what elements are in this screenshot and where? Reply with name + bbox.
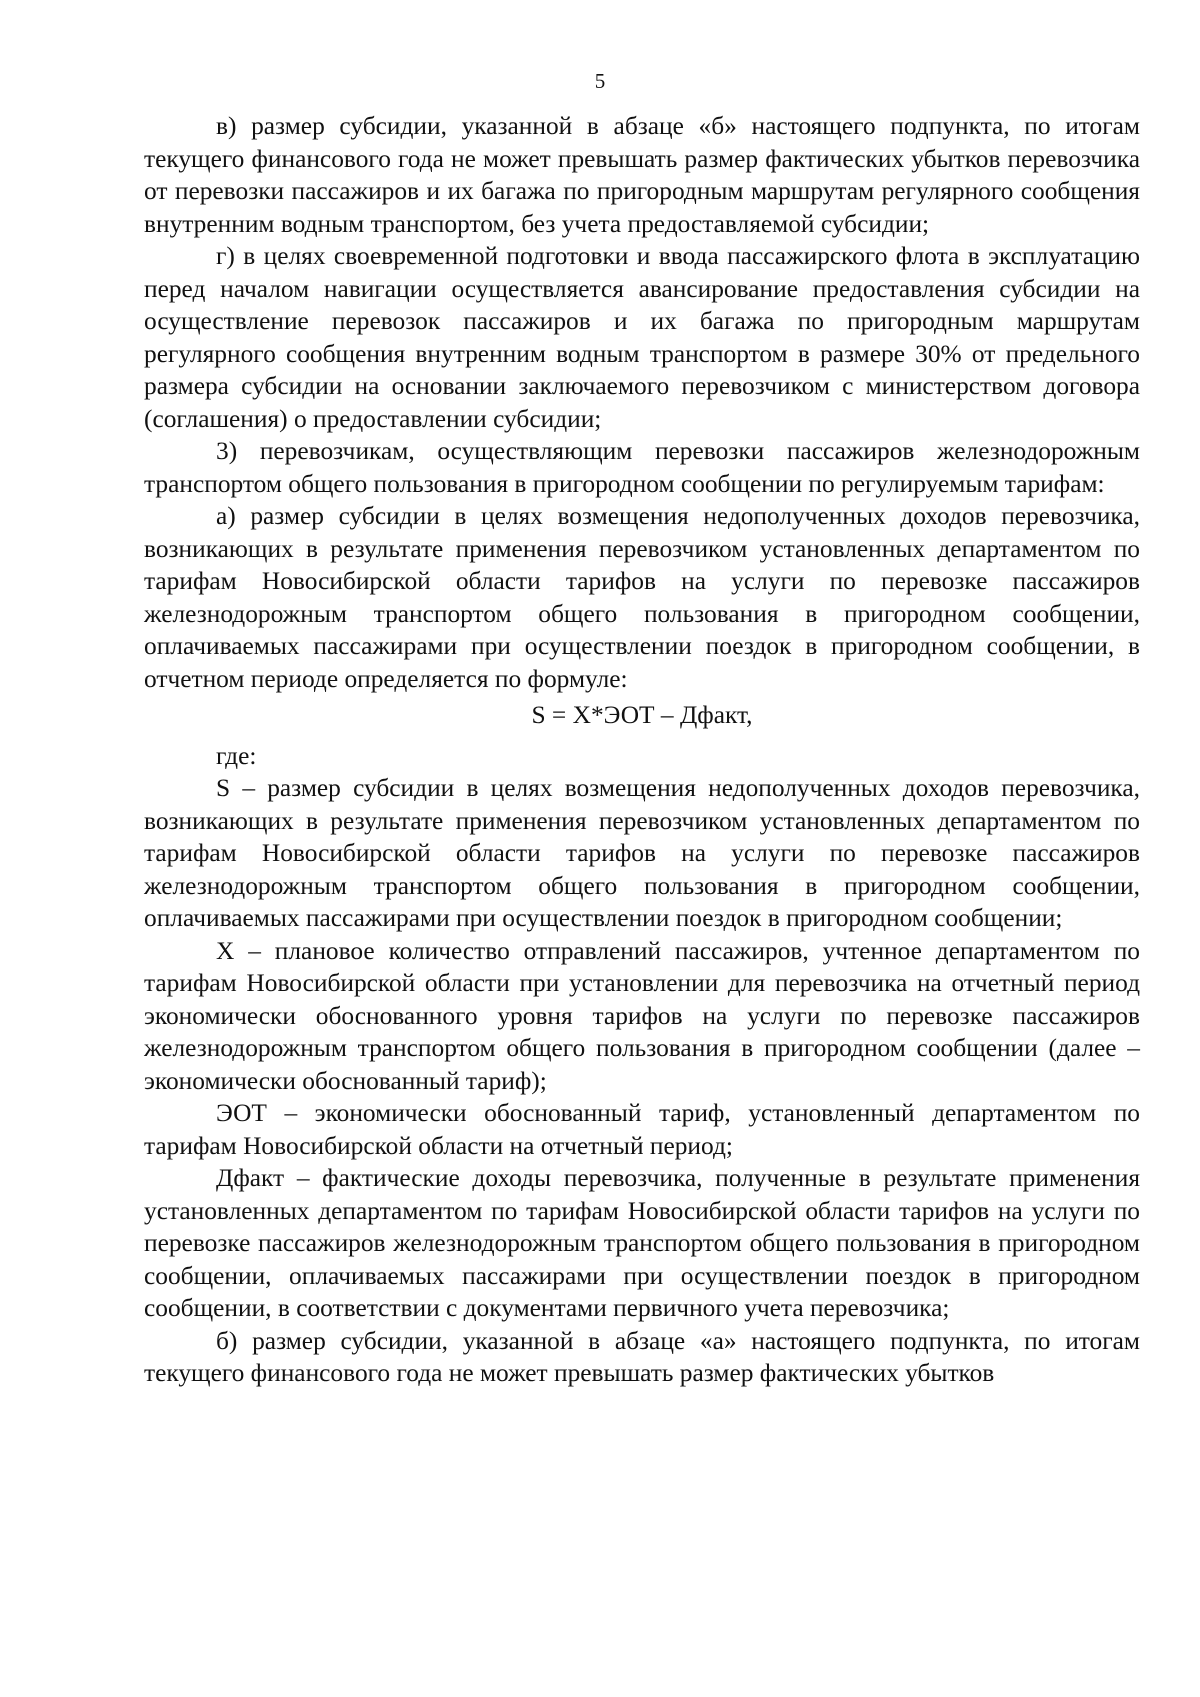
paragraph-subpoint-g: г) в целях своевременной подготовки и ввода пассажирского флота в эксплуатацию перед началом навигации осуществляется авансирование предоставления субсидии на осуществление перевозок пассажиров и их багажа по пригородным маршрутам регулярного сообщения внутренним водным транспортом в размере 30% от предельного размера субсидии на основании заключаемого перевозчиком с министерством договора (соглашения) о предоставлении субсидии; [144, 242, 1140, 433]
page-number: 5 [594, 69, 606, 93]
paragraph-point-3: 3) перевозчикам, осуществляющим перевозки пассажиров железнодорожным транспортом общего пользования в пригородном сообщении по регулируемым тарифам: [144, 437, 1140, 498]
definition-x: X – плановое количество отправлений пассажиров, учтенное департаментом по тарифам Новосибирской области при установлении для перевозчика на отчетный период экономически обоснованного уровня тарифов на услуги по перевозке пассажиров железнодорожным транспортом общего пользования в пригородном сообщении (далее – экономически обоснованный тариф); [144, 936, 1140, 1095]
definition-s: S – размер субсидии в целях возмещения недополученных доходов перевозчика, возникающих в результате применения перевозчиком установленных департаментом по тарифам Новосибирской области тарифов на услуги по перевозке пассажиров железнодорожным транспортом общего пользования в пригородном сообщении, оплачиваемых пассажирами при осуществлении поездок в пригородном сообщении; [144, 774, 1140, 932]
subsidy-formula: S = X*ЭОТ – Дфакт, [531, 701, 753, 729]
where-label: где: [216, 741, 257, 770]
paragraph-subpoint-a: а) размер субсидии в целях возмещения недополученных доходов перевозчика, возникающих в результате применения перевозчиком установленных департаментом по тарифам Новосибирской области тарифов на услуги по перевозке пассажиров железнодорожным транспортом общего пользования в пригородном сообщении, оплачиваемых пассажирами при осуществлении поездок в пригородном сообщении, в отчетном периоде определяется по формуле: [144, 502, 1140, 693]
paragraph-subpoint-v: в) размер субсидии, указанной в абзаце «б» настоящего подпункта, по итогам текущего финансового года не может превышать размер фактических убытков перевозчика от перевозки пассажиров и их багажа по пригородным маршрутам регулярного сообщения внутренним водным транспортом, без учета предоставляемой субсидии; [144, 112, 1140, 238]
document-body [144, 110, 1140, 1390]
definition-eot: ЭОТ – экономически обоснованный тариф, установленный департаментом по тарифам Новосибирской области на отчетный период; [144, 1099, 1140, 1160]
paragraph-subpoint-b: б) размер субсидии, указанной в абзаце «а» настоящего подпункта, по итогам текущего финансового года не может превышать размер фактических убытков [144, 1326, 1140, 1387]
definition-dfakt: Дфакт – фактические доходы перевозчика, полученные в результате применения установленных департаментом по тарифам Новосибирской области тарифов на услуги по перевозке пассажиров железнодорожным транспортом общего пользования в пригородном сообщении, оплачиваемых пассажирами при осуществлении поездок в пригородном сообщении, в соответствии с документами первичного учета перевозчика; [144, 1164, 1140, 1322]
